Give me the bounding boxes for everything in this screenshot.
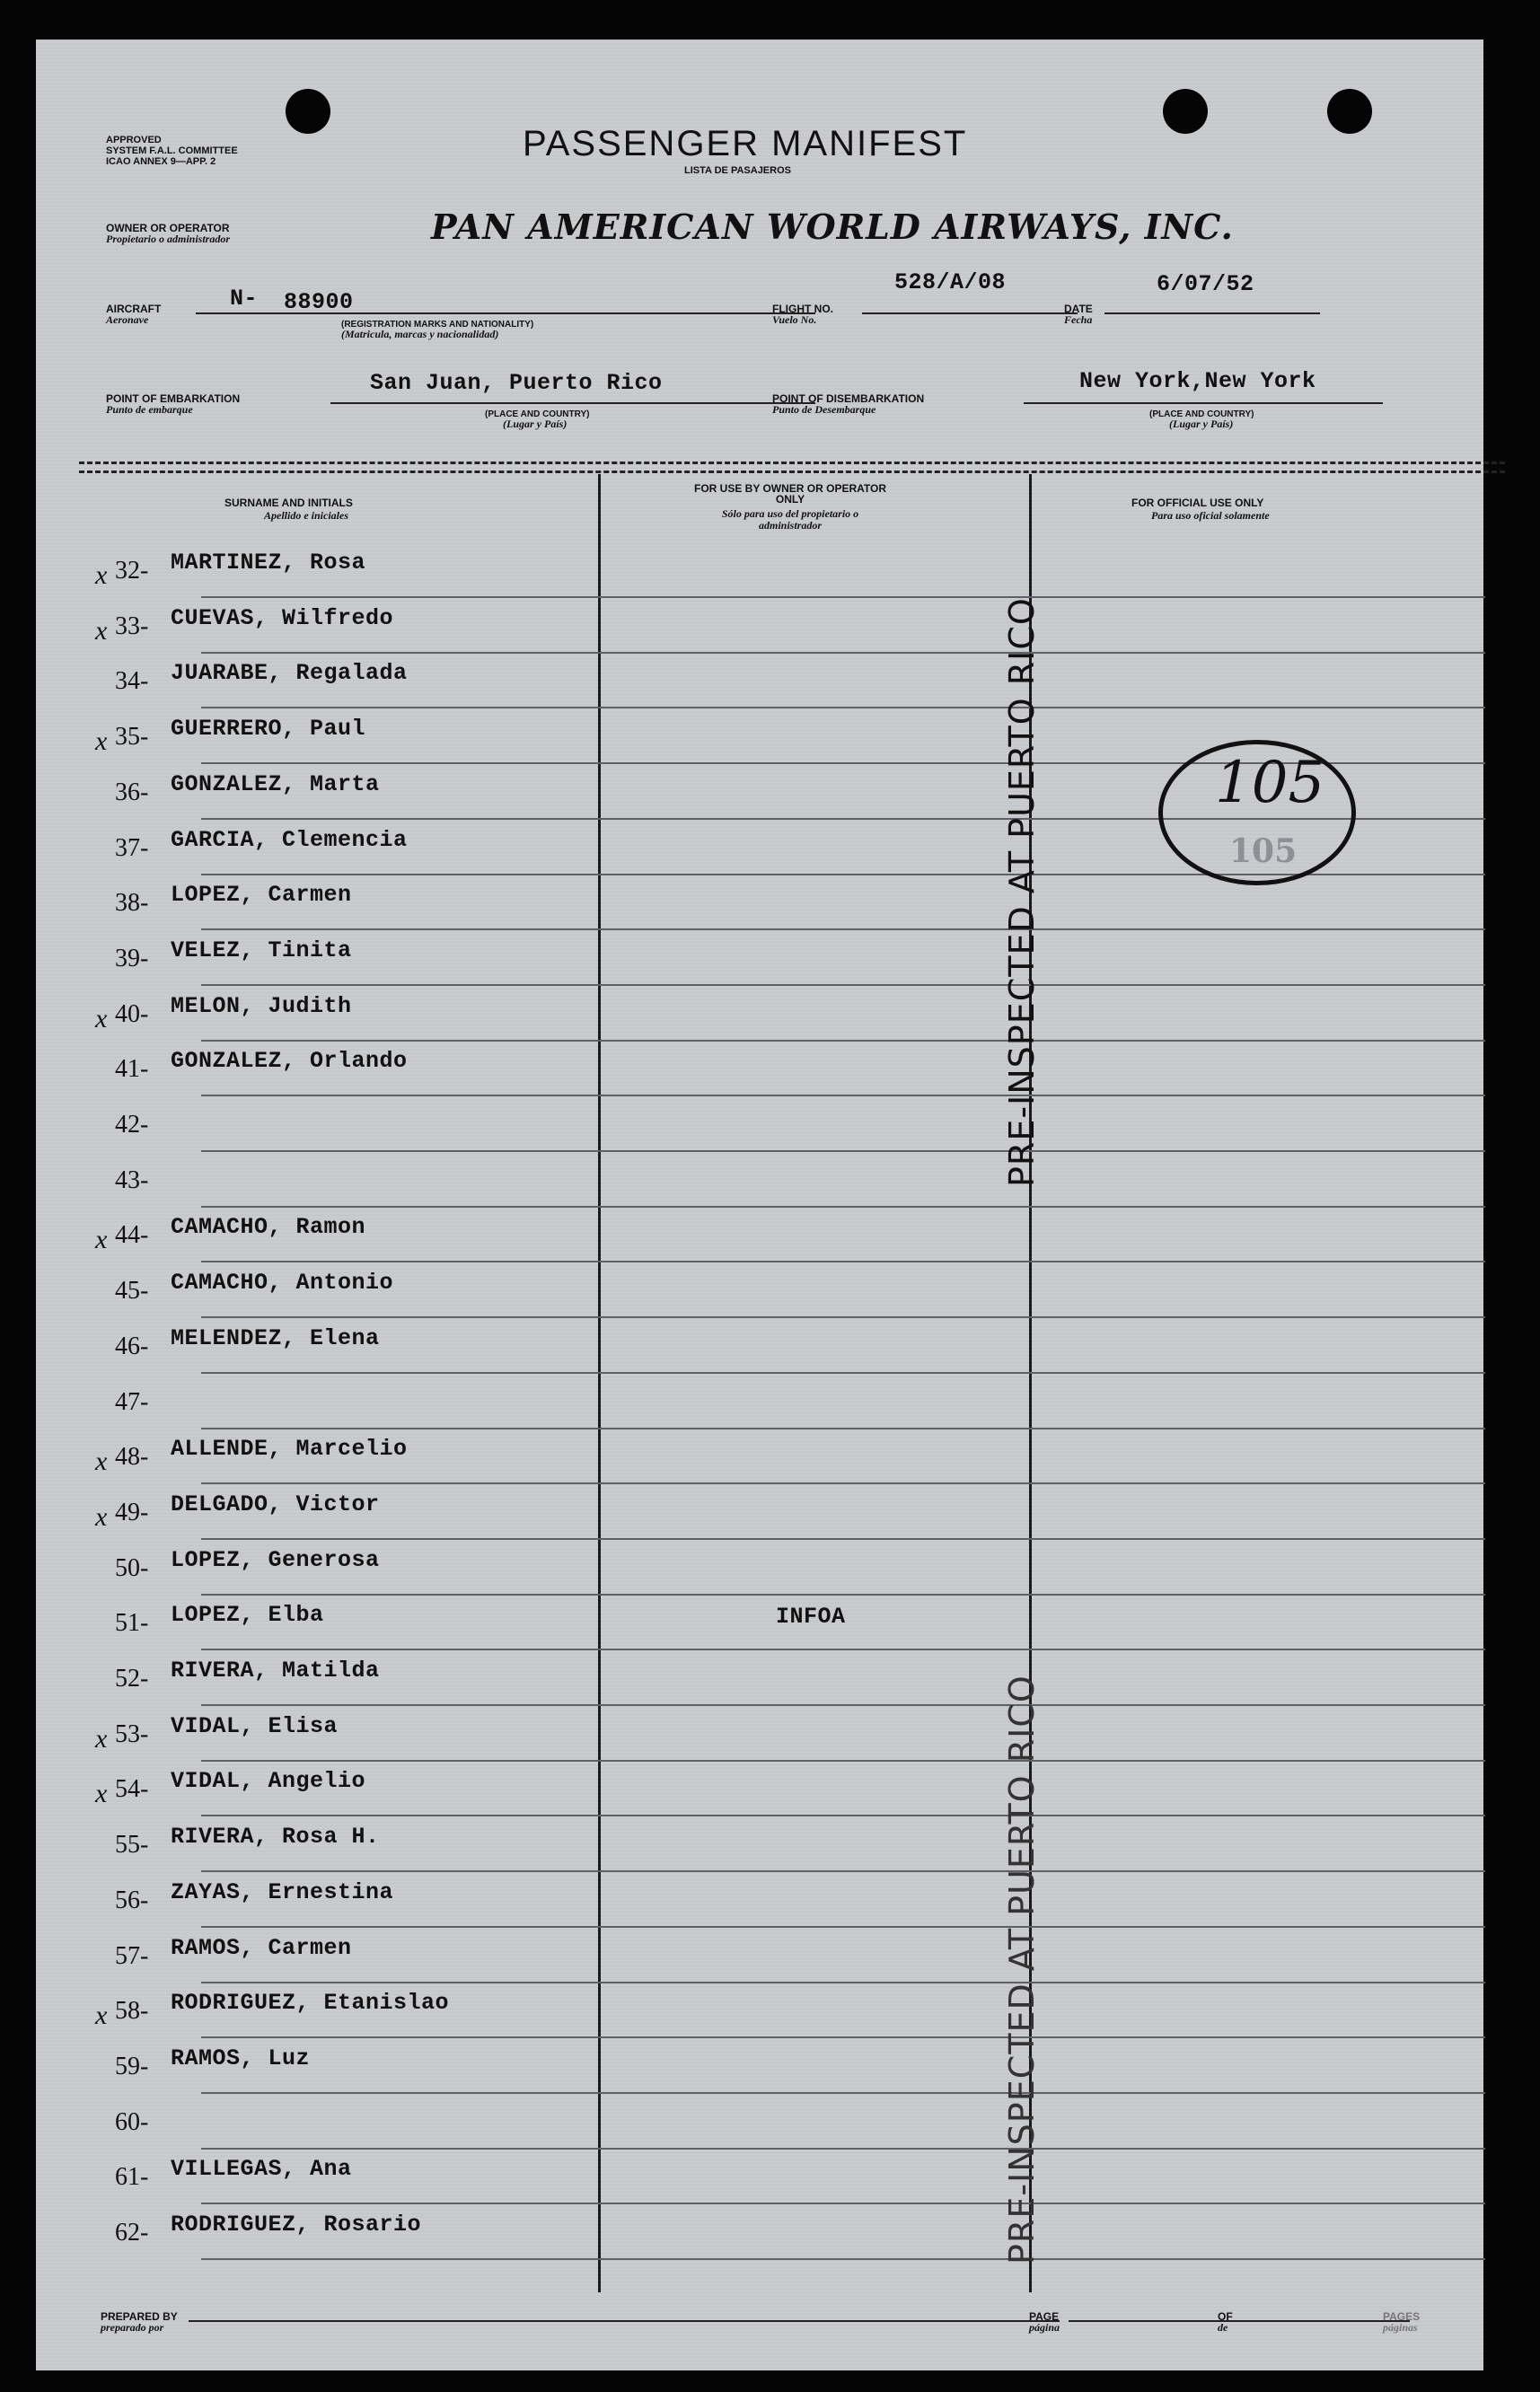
row-number: 36- [115,778,149,806]
row-number: 40- [115,999,149,1028]
passenger-name: RAMOS, Carmen [171,1934,352,1961]
row-number: 59- [115,2052,149,2080]
table-row [75,882,1503,934]
passenger-name: ALLENDE, Marcelio [171,1436,408,1463]
row-number: 55- [115,1831,149,1860]
row-number: 58- [115,1997,149,2026]
prepared-label-spanish: preparado por [101,2321,164,2334]
embark-place-note: (PLACE AND COUNTRY) [485,409,590,419]
table-row [75,937,1503,989]
aircraft-prefix: N- [230,286,259,312]
row-rule [201,707,1485,708]
approved-line: SYSTEM F.A.L. COMMITTEE [106,145,238,156]
aircraft-value: 88900 [284,289,354,315]
passenger-name: MELON, Judith [171,992,352,1019]
row-rule [201,1870,1485,1872]
row-number: 45- [115,1277,149,1306]
row-number: 34- [115,667,149,696]
row-number: 52- [115,1665,149,1693]
embark-label: POINT OF EMBARKATION [106,392,241,405]
row-rule [201,2036,1485,2038]
approved-line: ICAO ANNEX 9—APP. 2 [106,156,216,167]
passenger-name: MARTINEZ, Rosa [171,550,366,576]
table-row [75,1048,1503,1100]
checkmark: x [95,615,108,646]
preinspected-stamp: PRE-INSPECTED AT PUERTO RICO [1002,597,1042,1187]
row-number: 61- [115,2163,149,2192]
row-rule [201,1538,1485,1540]
table-row [75,1325,1503,1377]
row-number: 48- [115,1443,149,1472]
checkmark: x [95,726,108,757]
passenger-name: LOPEZ, Carmen [171,882,352,909]
row-number: 38- [115,889,149,918]
page-title-spanish: LISTA DE PASAJEROS [684,165,791,176]
row-number: 49- [115,1498,149,1526]
aircraft-note: (REGISTRATION MARKS AND NATIONALITY) [341,320,534,330]
row-number: 60- [115,2107,149,2136]
approved-line: APPROVED [106,135,162,145]
date-underline [1104,312,1320,314]
flight-underline [862,312,1078,314]
pages-label: PAGES [1383,2310,1421,2323]
prepared-underline [189,2320,1060,2322]
row-number: 56- [115,1886,149,1914]
date-label-spanish: Fecha [1064,313,1093,326]
table-row [75,1159,1503,1211]
passenger-name: LOPEZ, Elba [171,1602,324,1629]
page-label: PAGE [1029,2310,1060,2323]
column-header-owner [691,483,889,505]
date-label: DATE [1064,303,1093,315]
table-row [75,2212,1503,2264]
pages-label-spanish: páginas [1383,2321,1418,2334]
column-header-official-spanish: Para uso oficial solamente [1151,509,1270,522]
table-row [75,550,1503,602]
row-rule [201,652,1485,654]
row-number: 35- [115,723,149,752]
passenger-name: RIVERA, Matilda [171,1658,380,1684]
passenger-name: GUERRERO, Paul [171,716,366,743]
operator-note: INFOA [776,1604,846,1631]
row-number: 50- [115,1553,149,1582]
passenger-name: VIDAL, Elisa [171,1712,339,1739]
table-row [75,1879,1503,1931]
row-rule [201,1316,1485,1318]
row-rule [201,1594,1485,1596]
row-number: 42- [115,1111,149,1139]
passenger-count-circle [1158,740,1356,885]
checkmark: x [95,1501,108,1532]
passenger-name: LOPEZ, Generosa [171,1546,380,1573]
disembark-label: POINT OF DISEMBARKATION [772,392,925,405]
embark-label-spanish: Punto de embarque [106,403,193,416]
checkmark: x [95,1723,108,1754]
passenger-name: RAMOS, Luz [171,2045,311,2071]
passenger-name: GONZALEZ, Marta [171,770,380,797]
row-rule [201,1040,1485,1042]
aircraft-label: AIRCRAFT [106,303,162,315]
checkmark: x [95,1225,108,1255]
row-number: 62- [115,2219,149,2247]
table-row [75,1381,1503,1433]
of-label-spanish: de [1218,2321,1228,2334]
row-rule [201,1760,1485,1762]
row-rule [201,1982,1485,1983]
column-header-surname-spanish: Apellido e iniciales [264,509,348,522]
disembark-underline [1024,402,1383,404]
table-row [75,2156,1503,2208]
row-number: 37- [115,833,149,862]
passenger-name: RODRIGUEZ, Etanislao [171,1990,450,2017]
disembark-label-spanish: Punto de Desembarque [772,403,876,416]
table-row [75,1602,1503,1654]
table-row [75,1436,1503,1488]
passenger-name: RIVERA, Rosa H. [171,1824,380,1851]
row-number: 54- [115,1775,149,1804]
row-rule [201,1815,1485,1816]
passenger-name: GARCIA, Clemencia [171,826,408,853]
row-rule [201,1649,1485,1650]
column-header-owner-text: FOR USE BY OWNER OR OPERATOR ONLY [693,482,887,506]
row-rule [201,1372,1485,1374]
row-number: 32- [115,557,149,585]
aircraft-label-spanish: Aeronave [106,313,149,326]
column-header-surname: SURNAME AND INITIALS [224,497,353,509]
page-title: PASSENGER MANIFEST [523,124,968,163]
row-rule [201,984,1485,986]
embark-underline [330,402,815,404]
row-number: 47- [115,1387,149,1416]
disembark-value: New York,New York [1079,368,1316,394]
row-number: 41- [115,1055,149,1084]
row-number: 39- [115,944,149,972]
passenger-name: ZAYAS, Ernestina [171,1878,394,1905]
passenger-name: JUARABE, Regalada [171,660,408,687]
passenger-name: VIDAL, Angelio [171,1768,366,1795]
row-rule [201,2258,1485,2260]
table-row [75,2101,1503,2153]
passenger-name: CAMACHO, Ramon [171,1214,366,1241]
header-separator [79,470,1505,473]
table-row [75,1658,1503,1710]
table-row [75,1270,1503,1322]
column-header-official: FOR OFFICIAL USE ONLY [1131,497,1264,509]
punch-hole [286,89,330,134]
passenger-name: GONZALEZ, Orlando [171,1048,408,1075]
manifest-sheet [36,40,1483,2370]
row-number: 57- [115,1941,149,1970]
row-number: 44- [115,1221,149,1250]
table-row [75,1990,1503,2042]
flight-label-spanish: Vuelo No. [772,313,817,326]
table-row [75,605,1503,657]
owner-label: OWNER OR OPERATOR [106,222,230,234]
row-rule [201,2092,1485,2094]
passenger-name: CUEVAS, Wilfredo [171,604,394,631]
row-rule [201,1926,1485,1928]
passenger-name: RODRIGUEZ, Rosario [171,2212,422,2238]
table-row [75,1214,1503,1266]
preinspected-stamp: PRE-INSPECTED AT PUERTO RICO [1002,1675,1042,2264]
row-rule [201,1150,1485,1152]
punch-hole [1327,89,1372,134]
table-row [75,1768,1503,1820]
table-row [75,993,1503,1045]
row-rule [201,2203,1485,2204]
table-row [75,1491,1503,1543]
table-row [75,1547,1503,1599]
page-label-spanish: página [1029,2321,1060,2334]
passenger-name: VILLEGAS, Ana [171,2156,352,2183]
row-number: 46- [115,1332,149,1360]
row-number: 53- [115,1719,149,1748]
table-row [75,660,1503,712]
row-rule [201,1261,1485,1262]
date-value: 6/07/52 [1157,271,1254,297]
disembark-place-note: (PLACE AND COUNTRY) [1149,409,1254,419]
column-header-owner-spanish-text: Sólo para uso del propietario o administrador [721,507,859,532]
punch-hole [1163,89,1208,134]
approved-block [106,135,238,167]
row-rule [201,596,1485,598]
header-separator [79,462,1505,464]
checkmark: x [95,2001,108,2031]
handwritten-count: 105 [1215,750,1325,816]
checkmark: x [95,1003,108,1033]
passenger-name: CAMACHO, Antonio [171,1270,394,1297]
table-row [75,1824,1503,1876]
passenger-name: DELGADO, Victor [171,1491,380,1517]
stamped-count: 105 [1229,832,1298,870]
of-label: OF [1218,2310,1233,2323]
airline-name: PAN AMERICAN WORLD AIRWAYS, INC. [431,207,1234,247]
table-row [75,1713,1503,1765]
embark-value: San Juan, Puerto Rico [370,370,663,396]
row-rule [201,1428,1485,1429]
table-row [75,2045,1503,2097]
table-row [75,1935,1503,1987]
passenger-name: VELEZ, Tinita [171,937,352,963]
row-rule [201,1206,1485,1208]
column-header-owner-spanish [700,508,880,532]
table-row [75,1104,1503,1156]
row-number: 43- [115,1165,149,1194]
prepared-label: PREPARED BY [101,2310,178,2323]
row-rule [201,928,1485,930]
row-number: 33- [115,611,149,640]
row-rule [201,1482,1485,1484]
flight-label: FLIGHT NO. [772,303,833,315]
aircraft-note-spanish: (Matricula, marcas y nacionalidad) [341,328,499,340]
row-rule [201,2148,1485,2150]
checkmark: x [95,1447,108,1477]
flight-value: 528/A/08 [894,269,1007,295]
embark-place-note-spanish: (Lugar y País) [503,418,568,430]
row-rule [201,1095,1485,1096]
passenger-name: MELENDEZ, Elena [171,1324,380,1351]
owner-label-spanish: Propietario o administrador [106,233,231,245]
checkmark: x [95,560,108,590]
row-number: 51- [115,1609,149,1638]
checkmark: x [95,1779,108,1809]
row-rule [201,1704,1485,1706]
disembark-place-note-spanish: (Lugar y País) [1169,418,1234,430]
